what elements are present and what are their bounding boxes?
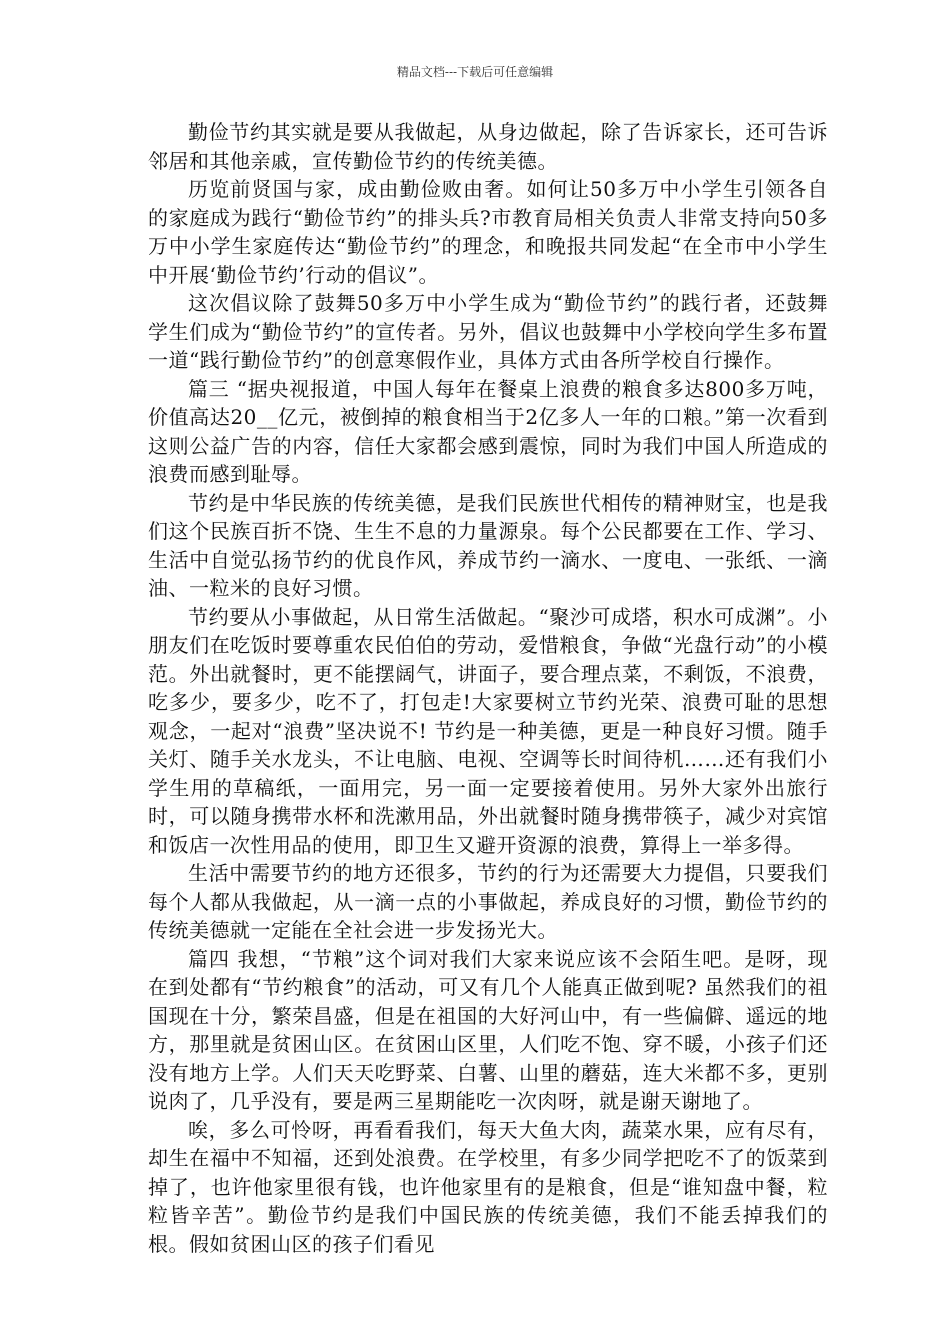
document-body [148,118,828,1258]
paragraph-6: 节约要从小事做起，从日常生活做起。“聚沙可成塔，积水可成渊”。小朋友们在吃饭时要尊重农民伯伯的劳动，爱惜粮食，争做“光盘行动”的小模范。外出就餐时，更不能摆阔气，讲面子，要合理点菜，不剩饭，不浪费，吃多少，要多少，吃不了，打包走!大家要树立节约光荣、浪费可耻的思想观念，一起对“浪费”坚决说不! 节约是一种美德，更是一种良好习惯。随手关灯、随手关水龙头，不让电脑、电视、空调等长时间待机……还有我们小学生用的草稿纸，一面用完，另一面一定要接着使用。另外大家外出旅行时，可以随身携带水杯和洗漱用品，外出就餐时随身携带筷子，减少对宾馆和饭店一次性用品的使用，即卫生又避开资源的浪费，算得上一举多得。 [148,604,828,857]
paragraph-5: 节约是中华民族的传统美德，是我们民族世代相传的精神财宝，也是我们这个民族百折不饶、生生不息的力量源泉。每个公民都要在工作、学习、生活中自觉弘扬节约的优良作风，养成节约一滴水、一度电、一张纸、一滴油、一粒米的良好习惯。 [148,490,828,600]
page-header: 精品文档---下载后可任意编辑 [396,65,554,79]
paragraph-4: 篇三 “据央视报道，中国人每年在餐桌上浪费的粮食多达800多万吨，价值高达20__亿元，被倒掉的粮食相当于2亿多人一年的口粮。”第一次看到这则公益广告的内容，信任大家都会感到震惊，同时为我们中国人所造成的浪费而感到耻辱。 [148,376,828,486]
paragraph-2: 历览前贤国与家，成由勤俭败由奢。如何让50多万中小学生引领各自的家庭成为践行“勤俭节约”的排头兵?市教育局相关负责人非常支持向50多万中小学生家庭传达“勤俭节约”的理念，和晚报共同发起“在全市中小学生中开展‘勤俭节约’行动的倡议”。 [148,177,828,287]
paragraph-3: 这次倡议除了鼓舞50多万中小学生成为“勤俭节约”的践行者，还鼓舞学生们成为“勤俭节约”的宣传者。另外，倡议也鼓舞中小学校向学生多布置一道“践行勤俭节约”的创意寒假作业，具体方式由各所学校自行操作。 [148,291,828,372]
paragraph-7: 生活中需要节约的地方还很多，节约的行为还需要大力提倡，只要我们每个人都从我做起，从一滴一点的小事做起，养成良好的习惯，勤俭节约的传统美德就一定能在全社会进一步发扬光大。 [148,861,828,942]
paragraph-9: 唉，多么可怜呀，再看看我们，每天大鱼大肉，蔬菜水果，应有尽有，却生在福中不知福，还到处浪费。在学校里，有多少同学把吃不了的饭菜到掉了，也许他家里很有钱，也许他家里有的是粮食，但是“谁知盘中餐，粒粒皆辛苦”。勤俭节约是我们中国民族的传统美德，我们不能丢掉我们的根。假如贫困山区的孩子们看见 [148,1117,828,1256]
paragraph-8: 篇四 我想，“节粮”这个词对我们大家来说应该不会陌生吧。是呀，现在到处都有“节约粮食”的活动，可又有几个人能真正做到呢? 虽然我们的祖国现在十分，繁荣昌盛，但是在祖国的大好河山中，有一些偏僻、遥远的地方，那里就是贫困山区。在贫困山区里，人们吃不饱、穿不暖，小孩子们还没有地方上学。人们天天吃野菜、白薯、山里的蘑菇，连大米都不多，更别说肉了，几乎没有，要是两三星期能吃一次肉呀，就是谢天谢地了。 [148,946,828,1113]
paragraph-1: 勤俭节约其实就是要从我做起，从身边做起，除了告诉家长，还可告诉邻居和其他亲戚，宣传勤俭节约的传统美德。 [148,120,828,173]
